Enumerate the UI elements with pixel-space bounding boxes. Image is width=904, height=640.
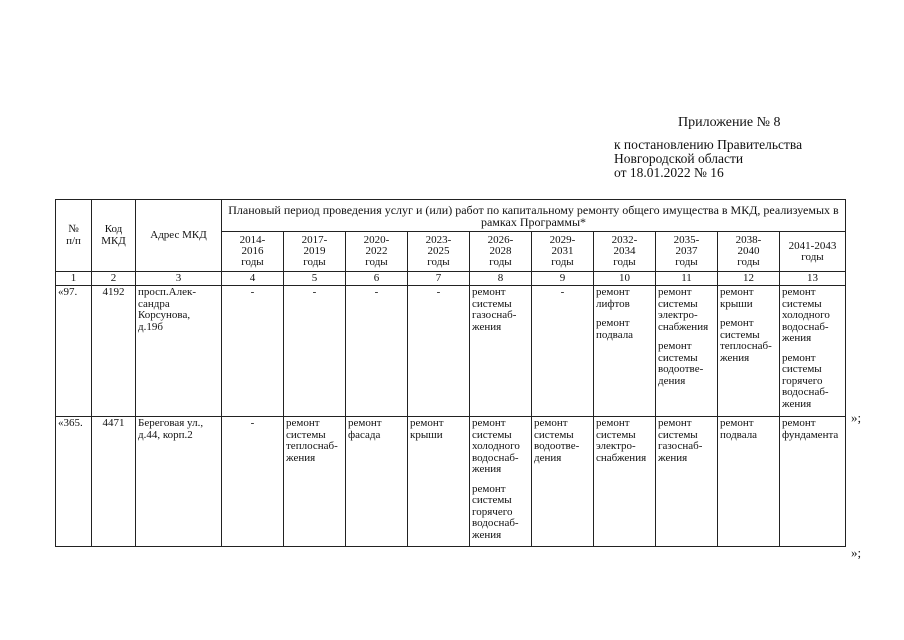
column-index: 3	[136, 272, 222, 286]
year-header-6	[532, 232, 594, 272]
work-item: ремонт системы холодного водоснаб- жения	[472, 417, 520, 475]
work-cell	[470, 286, 532, 417]
work-cell	[718, 286, 780, 417]
header-address	[136, 200, 222, 272]
header-code-text: Код МКД	[101, 223, 126, 247]
column-index: 13	[780, 272, 846, 286]
work-cell	[532, 417, 594, 547]
row-closing-mark: »;	[851, 545, 862, 560]
work-item: -	[560, 286, 565, 298]
appendix-header	[614, 116, 802, 180]
row-code	[92, 417, 136, 547]
year-header-text: 2020- 2022 годы	[363, 234, 390, 268]
work-item: ремонт системы электро- снабжения	[658, 286, 709, 333]
year-header-text: 2041-2043 годы	[788, 239, 837, 263]
work-item: -	[250, 417, 255, 429]
appendix-line-1: к постановлению Правительства	[614, 137, 803, 152]
row-code	[92, 286, 136, 417]
row-address	[136, 286, 222, 417]
row-number-text: «97.	[58, 286, 78, 298]
year-header-3	[346, 232, 408, 272]
column-index: 1	[56, 272, 92, 286]
row-closing-mark: »;	[851, 410, 862, 425]
work-cell	[532, 286, 594, 417]
appendix-number: Приложение № 8	[678, 115, 781, 130]
table-row	[56, 286, 846, 417]
work-cell	[346, 417, 408, 547]
work-item: ремонт фасада	[348, 417, 382, 441]
work-cell	[408, 286, 470, 417]
work-item: ремонт подвала	[596, 317, 634, 341]
row-address	[136, 417, 222, 547]
work-cell	[594, 417, 656, 547]
work-item: -	[374, 286, 379, 298]
work-item: ремонт системы газоснаб- жения	[658, 417, 703, 464]
work-item: -	[436, 286, 441, 298]
column-index: 8	[470, 272, 532, 286]
column-index: 7	[408, 272, 470, 286]
work-cell	[656, 286, 718, 417]
year-header-1	[222, 232, 284, 272]
work-item: ремонт системы газоснаб- жения	[472, 286, 517, 333]
work-cell	[284, 417, 346, 547]
column-index: 5	[284, 272, 346, 286]
work-item: ремонт системы водоотве- дения	[658, 340, 704, 387]
year-header-text: 2032- 2034 годы	[611, 234, 638, 268]
row-code-text: 4471	[102, 417, 125, 429]
year-header-text: 2017- 2019 годы	[301, 234, 328, 268]
header-period-text: Плановый период проведения услуг и (или) работ по капитальному ремонту общего имущества в МКД, реализуемых в рамках Программы*	[228, 202, 839, 229]
work-cell	[284, 286, 346, 417]
appendix-line-2: Новгородской области	[614, 151, 744, 166]
work-cell	[346, 286, 408, 417]
work-item: ремонт крыши	[410, 417, 444, 441]
work-cell	[780, 417, 846, 547]
year-header-text: 2026- 2028 годы	[487, 234, 514, 268]
row-address-text: просп.Алек- сандра Корсунова, д.19б	[138, 286, 197, 333]
column-index: 2	[92, 272, 136, 286]
year-header-8	[656, 232, 718, 272]
work-item: ремонт фундамента	[782, 417, 839, 441]
year-header-text: 2038- 2040 годы	[735, 234, 762, 268]
work-cell	[470, 417, 532, 547]
work-item: ремонт системы теплоснаб- жения	[286, 417, 338, 464]
year-header-10	[780, 232, 846, 272]
row-number-text: «365.	[58, 417, 83, 429]
column-index: 9	[532, 272, 594, 286]
year-header-9	[718, 232, 780, 272]
row-number	[56, 286, 92, 417]
column-index: 4	[222, 272, 284, 286]
year-header-7	[594, 232, 656, 272]
column-index: 11	[656, 272, 718, 286]
work-cell	[408, 417, 470, 547]
year-header-text: 2029- 2031 годы	[549, 234, 576, 268]
work-item: ремонт системы горячего водоснаб- жения	[782, 351, 829, 410]
header-period	[222, 200, 846, 232]
work-cell	[656, 417, 718, 547]
column-index: 6	[346, 272, 408, 286]
work-item: ремонт системы теплоснаб- жения	[720, 317, 772, 364]
work-item: -	[250, 286, 255, 298]
column-index: 10	[594, 272, 656, 286]
year-header-text: 2014- 2016 годы	[239, 234, 266, 268]
work-cell	[594, 286, 656, 417]
work-cell	[780, 286, 846, 417]
header-code	[92, 200, 136, 272]
row-number	[56, 417, 92, 547]
year-header-4	[408, 232, 470, 272]
year-header-2	[284, 232, 346, 272]
work-item: ремонт подвала	[720, 417, 758, 441]
table-row	[56, 417, 846, 547]
header-address-text: Адрес МКД	[150, 228, 207, 241]
year-header-text: 2035- 2037 годы	[673, 234, 700, 268]
header-num	[56, 200, 92, 272]
header-num-text: № п/п	[66, 223, 81, 247]
year-header-5	[470, 232, 532, 272]
work-item: ремонт системы электро- снабжения	[596, 417, 647, 464]
work-cell	[222, 417, 284, 547]
work-cell	[718, 417, 780, 547]
work-item: ремонт системы горячего водоснаб- жения	[472, 482, 519, 541]
row-code-text: 4192	[102, 286, 125, 298]
row-address-text: Береговая ул., д.44, корп.2	[138, 417, 204, 441]
column-index: 12	[718, 272, 780, 286]
work-item: -	[312, 286, 317, 298]
repair-schedule-table	[55, 199, 846, 547]
work-item: ремонт системы холодного водоснаб- жения	[782, 286, 830, 344]
work-item: ремонт крыши	[720, 286, 754, 310]
work-cell	[222, 286, 284, 417]
year-header-text: 2023- 2025 годы	[425, 234, 452, 268]
work-item: ремонт лифтов	[596, 286, 630, 310]
work-item: ремонт системы водоотве- дения	[534, 417, 580, 464]
appendix-line-3: от 18.01.2022 № 16	[614, 165, 724, 180]
